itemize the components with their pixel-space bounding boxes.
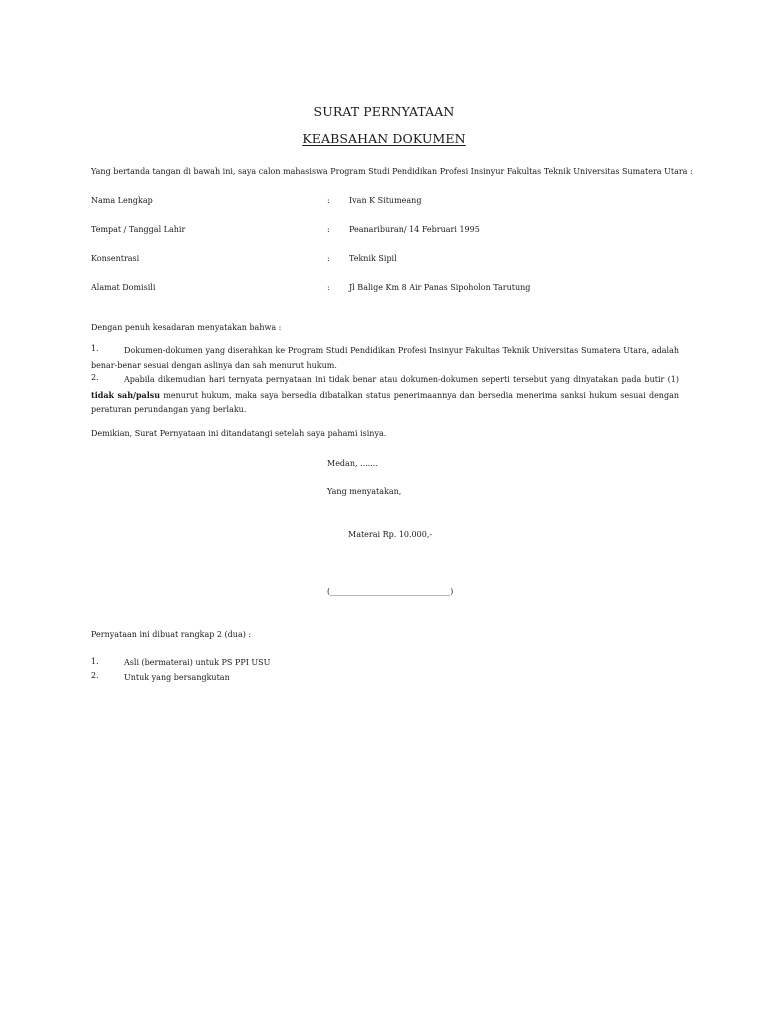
copy-number: 2.	[91, 671, 99, 680]
item-text-after: menurut hukum, maka saya bersedia dibatalkan status penerimaannya dan bersedia menerima sanksi hukum sesuai dengan peraturan perundangan yang berlaku.	[91, 390, 679, 414]
field-value-nama: Ivan K Situmeang	[349, 196, 422, 205]
field-label-ttl: Tempat / Tanggal Lahir	[91, 225, 186, 234]
item-text: Dokumen-dokumen yang diserahkan ke Program Studi Pendidikan Profesi Insinyur Fakultas Teknik Universitas Sumatera Utara, adalah benar-benar sesuai dengan aslinya dan sah menurut hukum.	[91, 346, 679, 370]
field-colon-konsentrasi: :	[327, 254, 330, 263]
signature-line: (______________________________)	[327, 587, 454, 596]
item-number: 2.	[91, 373, 99, 382]
intro-text: Yang bertanda tangan di bawah ini, saya calon mahasiswa Program Studi Pendidikan Profesi Insinyur Fakultas Teknik Universitas Sumatera Utara :	[91, 167, 693, 176]
copies-intro: Pernyataan ini dibuat rangkap 2 (dua) :	[91, 630, 252, 639]
stamp-label: Materai Rp. 10.000,-	[348, 530, 433, 539]
field-value-alamat: Jl Balige Km 8 Air Panas Sipoholon Tarutung	[349, 283, 531, 292]
item-text-bold: tidak sah/palsu	[91, 389, 161, 400]
field-label-alamat: Alamat Domisili	[91, 283, 156, 292]
field-colon-alamat: :	[327, 283, 330, 292]
item-text	[91, 373, 679, 418]
field-label-nama: Nama Lengkap	[91, 196, 153, 205]
item-text-before: Apabila dikemudian hari ternyata pernyataan ini tidak benar atau dokumen-dokumen seperti tersebut yang dinyatakan pada butir (1)	[124, 375, 679, 384]
copy-text: Untuk yang bersangkutan	[124, 673, 230, 682]
statement-intro: Dengan penuh kesadaran menyatakan bahwa :	[91, 323, 282, 332]
field-colon-ttl: :	[327, 225, 330, 234]
statement-item-1	[91, 344, 679, 373]
place-date: Medan, .......	[327, 459, 378, 468]
field-label-konsentrasi: Konsentrasi	[91, 254, 140, 263]
statement-item-2	[91, 373, 679, 418]
document-title: SURAT PERNYATAAN	[313, 104, 455, 119]
document-subtitle-text: KEABSAHAN DOKUMEN	[302, 131, 466, 146]
item-number: 1.	[91, 344, 99, 353]
signer-label: Yang menyatakan,	[327, 487, 402, 496]
field-colon-nama: :	[327, 196, 330, 205]
document-subtitle	[0, 131, 768, 146]
copy-text: Asli (bermaterai) untuk PS PPI USU	[124, 658, 271, 667]
closing-text: Demikian, Surat Pernyataan ini ditandatangi setelah saya pahami isinya.	[91, 429, 387, 438]
field-value-ttl: Peanariburan/ 14 Februari 1995	[349, 225, 480, 234]
field-value-konsentrasi: Teknik Sipil	[349, 254, 397, 263]
copy-number: 1.	[91, 657, 99, 666]
